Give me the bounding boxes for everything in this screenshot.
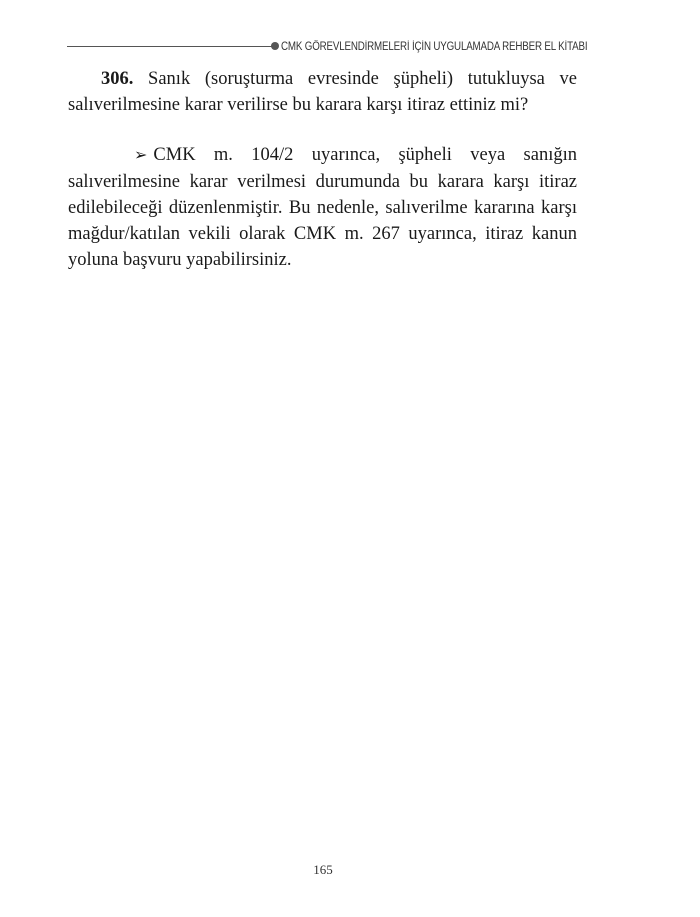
question-paragraph [68,66,577,118]
header-dot-icon [271,42,279,50]
header-rule [67,46,272,47]
answer-paragraph [68,142,577,273]
running-title: CMK GÖREVLENDİRMELERİ İÇİN UYGULAMADA REHBER EL KİTABI [281,41,588,53]
page-number: 165 [313,862,333,877]
question-number: 306. [101,69,134,89]
page-body [68,66,577,273]
question-text: Sanık (soruşturma evresinde şüpheli) tutukluysa ve salıverilmesine karar verilirse bu karara karşı itiraz ettiniz mi? [68,69,577,115]
arrow-right-icon: ➢ [134,147,148,164]
answer-text: CMK m. 104/2 uyarınca, şüpheli veya sanığın salıverilmesine karar verilmesi durumunda bu karara karşı itiraz edilebileceği düzenlenmiştir. Bu nedenle, salıverilme kararına karşı mağdur/katılan vekili olarak CMK m. 267 uyarınca, itiraz kanun yoluna başvuru yapabilirsiniz. [68,145,577,270]
running-header [67,38,588,56]
